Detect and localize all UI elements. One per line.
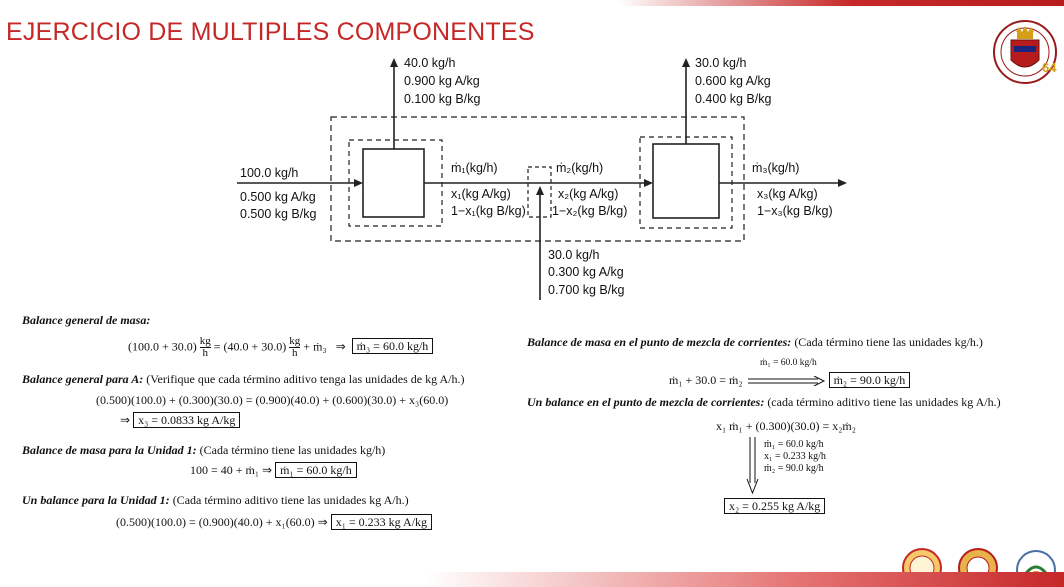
feed-flow: 100.0 kg/h xyxy=(240,166,299,180)
result-x3-line: ⇒ x₃ = 0.0833 kg A/kg xyxy=(120,413,240,428)
x1b-label: 1−x₁(kg B/kg) xyxy=(451,204,526,218)
substitution-arrow xyxy=(746,437,760,495)
unit-fraction: $\frac{kg}{h}$ xyxy=(199,335,211,359)
equation-unit1-balance: (0.500)(100.0) = (0.900)(40.0) + x₁(60.0) ⇒ x₁ = 0.233 kg A/kg xyxy=(116,515,432,530)
result-m1: ṁ₁ = 60.0 kg/h xyxy=(275,462,357,478)
equation-unit1-mass-balance: 100 = 40 + ṁ₁ ⇒ ṁ₁ = 60.0 kg/h xyxy=(190,463,357,478)
equation-general-balance-A: (0.500)(100.0) + (0.300)(30.0) = (0.900)(40.0) + (0.600)(30.0) + x₃(60.0) xyxy=(96,393,449,407)
subst-x1: x₁ = 0.233 kg/h xyxy=(764,451,826,462)
subst-m2: ṁ₂ = 90.0 kg/h xyxy=(764,463,824,474)
heading-general-balance-A: Balance general para A: (Verifique que cada término aditivo tenga las unidades de kg A/h.) xyxy=(22,372,465,386)
bottom-xb: 0.700 kg B/kg xyxy=(548,283,625,297)
x3b-label: 1−x₃(kg B/kg) xyxy=(757,204,833,218)
feed-xa: 0.500 kg A/kg xyxy=(240,190,316,204)
result-x2: x₂ = 0.255 kg A/kg xyxy=(724,498,825,514)
top1-xb: 0.100 kg B/kg xyxy=(404,92,481,106)
top1-flow: 40.0 kg/h xyxy=(404,56,456,70)
equation-mixing-balance-A: x₁ ṁ₁ + (0.300)(30.0) = x₂ṁ₂ xyxy=(716,419,856,433)
implies-arrow xyxy=(746,376,826,386)
result-x2-line xyxy=(724,499,825,514)
unit-fraction: $\frac{kg}{h}$ xyxy=(289,335,301,359)
top1-xa: 0.900 kg A/kg xyxy=(404,74,480,88)
heading-general-mass-balance: Balance general de masa: xyxy=(22,313,151,327)
result-m2: ṁ₂ = 90.0 kg/h xyxy=(829,372,911,388)
result-x1: x₁ = 0.233 kg A/kg xyxy=(331,514,432,530)
m2-label: ṁ₂(kg/h) xyxy=(556,161,604,175)
x3-label: x₃(kg A/kg) xyxy=(757,187,818,201)
x2-label: x₂(kg A/kg) xyxy=(558,187,619,201)
heading-unit1-balance: Un balance para la Unidad 1: (Cada término aditivo tiene las unidades kg A/h.) xyxy=(22,493,409,507)
heading-mixing-balance-A: Un balance en el punto de mezcla de corrientes: (cada término aditivo tiene las unidades kg A/h.) xyxy=(527,395,1001,409)
slide-title: EJERCICIO DE MULTIPLES COMPONENTES xyxy=(6,18,535,46)
substitution-values xyxy=(764,439,826,475)
bottom-flow: 30.0 kg/h xyxy=(548,248,600,262)
heading-mixing-mass-balance: Balance de masa en el punto de mezcla de corrientes: (Cada término tiene las unidades kg/h.) xyxy=(527,335,983,349)
bottom-accent-bar xyxy=(0,572,1064,587)
bottom-xa: 0.300 kg A/kg xyxy=(548,265,624,279)
equation-general-mass-balance: (100.0 + 30.0) $\frac{kg}{h}$ = (40.0 + 30.0) $\frac{kg}{h}$ + ṁ₃ ⇒ ṁ₃ = 60.0 kg/h xyxy=(128,336,433,359)
unit2-box xyxy=(653,144,719,218)
m3-label: ṁ₃(kg/h) xyxy=(752,161,800,175)
note-m1: ṁ₁ = 60.0 kg/h xyxy=(760,358,817,368)
subst-m1: ṁ₁ = 60.0 kg/h xyxy=(764,439,824,450)
top2-xb: 0.400 kg B/kg xyxy=(695,92,772,106)
result-m3: ṁ₃ = 60.0 kg/h xyxy=(352,338,434,354)
anniversary-years: 64 xyxy=(1042,60,1057,75)
heading-unit1-mass-balance: Balance de masa para la Unidad 1: (Cada término tiene las unidades kg/h) xyxy=(22,443,386,457)
unit1-box xyxy=(363,149,424,217)
top2-xa: 0.600 kg A/kg xyxy=(695,74,771,88)
equation-mixing-mass-balance: ṁ₁ + 30.0 = ṁ₂ ṁ₂ = 90.0 kg/h xyxy=(669,373,910,388)
m1-label: ṁ₁(kg/h) xyxy=(451,161,498,175)
x2b-label: 1−x₂(kg B/kg) xyxy=(552,204,628,218)
x1-label: x₁(kg A/kg) xyxy=(451,187,511,201)
top2-flow: 30.0 kg/h xyxy=(695,56,747,70)
feed-xb: 0.500 kg B/kg xyxy=(240,207,317,221)
result-x3: x₃ = 0.0833 kg A/kg xyxy=(133,412,240,428)
